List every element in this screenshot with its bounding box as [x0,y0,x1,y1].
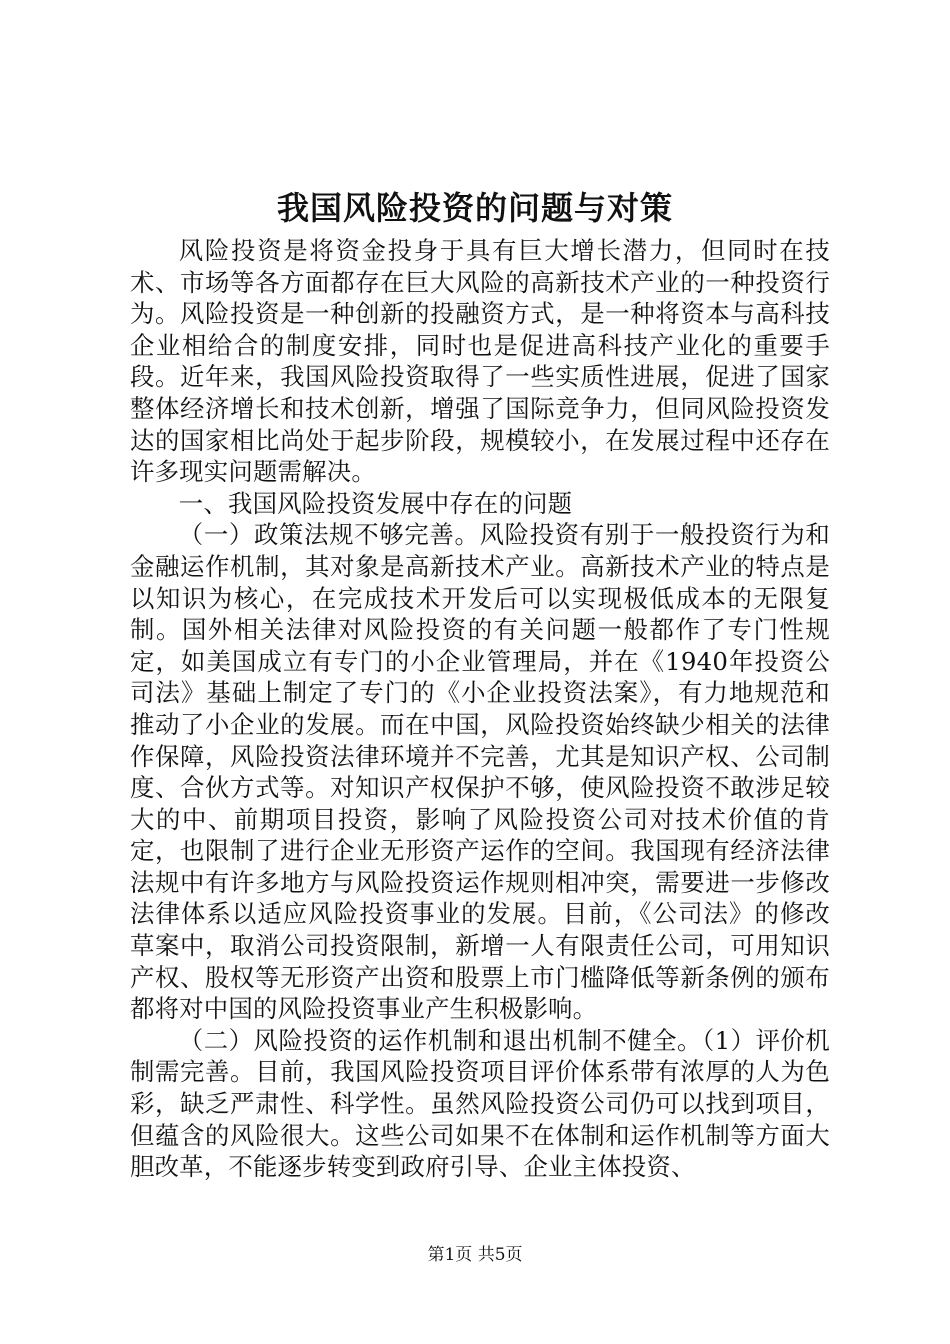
paragraph-policy: （一）政策法规不够完善。风险投资有别于一般投资行为和金融运作机制，其对象是高新技术产业。高新技术产业的特点是以知识为核心，在完成技术开发后可以实现极低成本的无限复制。国外相关法律对风险投资的有关问题一般都作了专门性规定，如美国成立有专门的小企业管理局，并在《1940年投资公司法》基础上制定了专门的《小企业投资法案》，有力地规范和推动了小企业的发展。而在中国，风险投资始终缺少相关的法律作保障，风险投资法律环境并不完善，尤其是知识产权、公司制度、合伙方式等。对知识产权保护不够，使风险投资不敢涉足较大的中、前期项目投资，影响了风险投资公司对技术价值的肯定，也限制了进行企业无形资产运作的空间。我国现有经济法律法规中有许多地方与风险投资运作规则相冲突，需要进一步修改法律体系以适应风险投资事业的发展。目前，《公司法》的修改草案中，取消公司投资限制，新增一人有限责任公司，可用知识产权、股权等无形资产出资和股票上市门槛降低等新条例的颁布都将对中国的风险投资事业产生积极影响。 [130,520,830,1024]
paragraph-mechanism: （二）风险投资的运作机制和退出机制不健全。（1）评价机制需完善。目前，我国风险投资项目评价体系带有浓厚的人为色彩，缺乏严肃性、科学性。虽然风险投资公司仍可以找到项目，但蕴含的风险很大。这些公司如果不在体制和运作机制等方面大胆改革，不能逐步转变到政府引导、企业主体投资、 [130,1025,830,1182]
document-body [130,235,830,1183]
page-footer: 第1页 共5页 [427,1245,523,1265]
paragraph-intro: 风险投资是将资金投身于具有巨大增长潜力，但同时在技术、市场等各方面都存在巨大风险的高新技术产业的一种投资行为。风险投资是一种创新的投融资方式，是一种将资本与高科技企业相给合的制度安排，同时也是促进高科技产业化的重要手段。近年来，我国风险投资取得了一些实质性进展，促进了国家整体经济增长和技术创新，增强了国际竞争力，但同风险投资发达的国家相比尚处于起步阶段，规模较小，在发展过程中还存在许多现实问题需解决。 [130,236,830,487]
document-title: 我国风险投资的问题与对策 [276,189,673,227]
section-heading: 一、我国风险投资发展中存在的问题 [178,488,573,518]
